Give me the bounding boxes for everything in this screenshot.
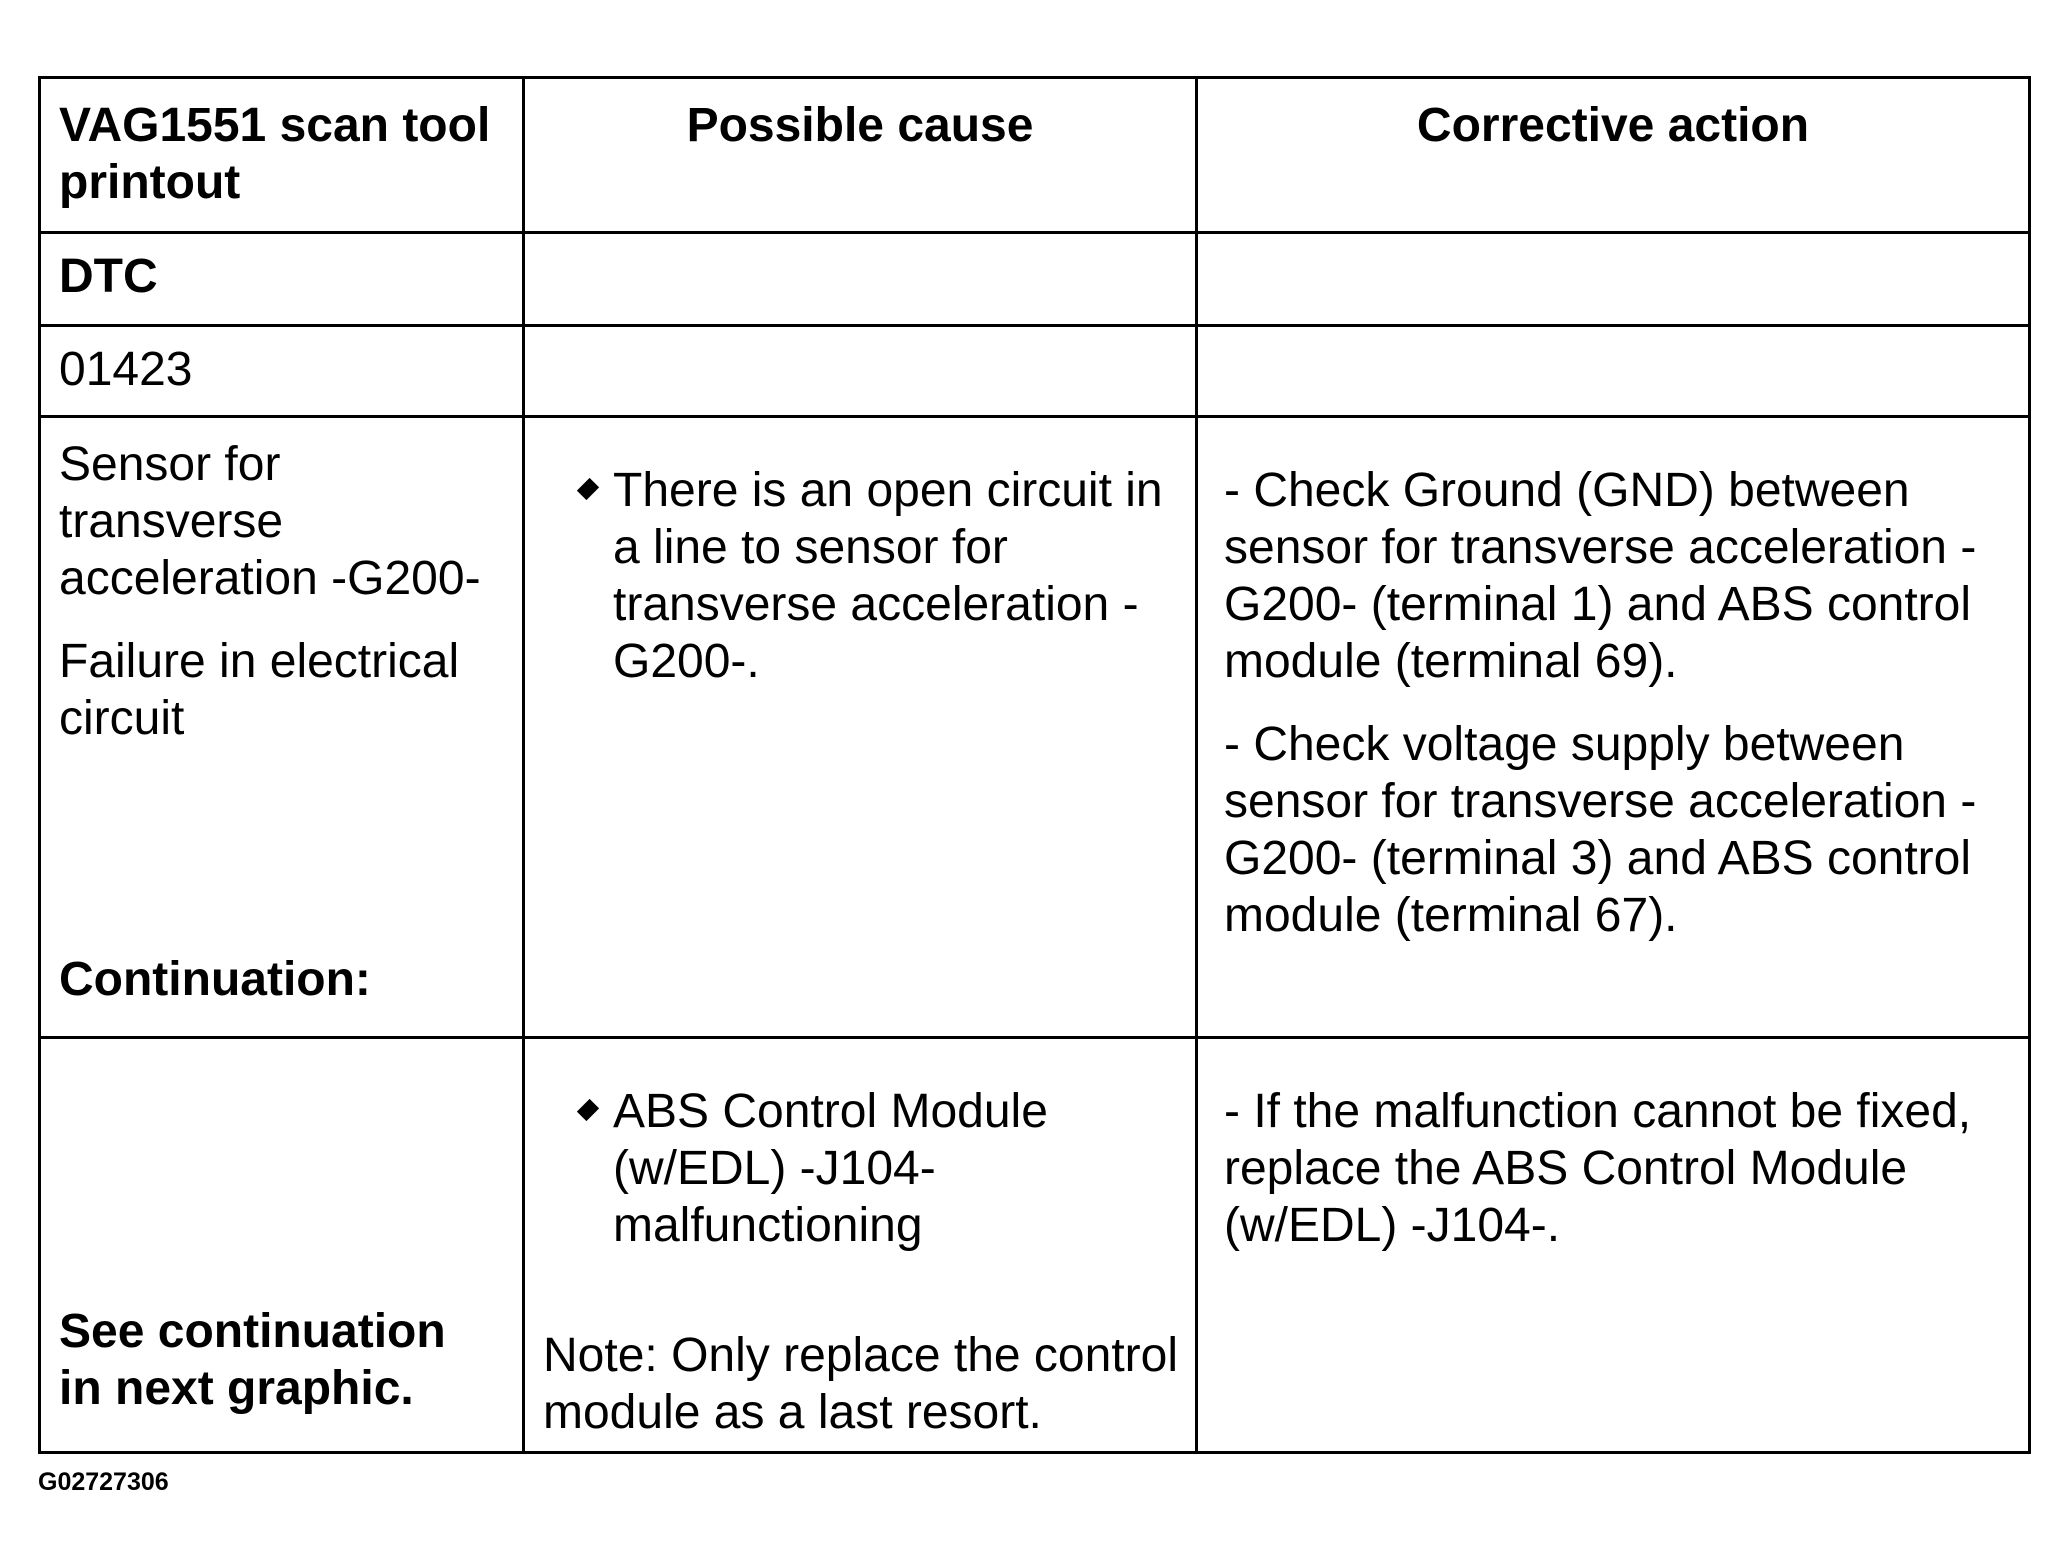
cause-note: Note: Only replace the control module as a last resort. [543, 1329, 1178, 1439]
dtc-code-row [40, 326, 2030, 417]
cause-item [543, 462, 1177, 690]
header-corrective-action: Corrective action [1416, 99, 1810, 152]
empty-cell [525, 327, 1195, 415]
cause-text: ABS Control Module (w/EDL) -J104- malfunctioning [613, 1085, 1048, 1252]
empty-cell [525, 234, 1195, 324]
fault-description: Sensor for transverse acceleration -G200- [59, 438, 481, 605]
figure-id: G02727306 [38, 1468, 169, 1496]
printout-cell [41, 418, 522, 1036]
corrective-action-cell [1198, 1039, 2028, 1451]
dtc-label: DTC [59, 250, 158, 303]
action-check-voltage: - Check voltage supply between sensor for transverse acceleration -G200- (terminal 3) and ABS control module (terminal 67). [1224, 718, 1977, 942]
dtc-label-row [40, 233, 2030, 326]
dtc-code: 01423 [59, 343, 193, 396]
fault-row [40, 417, 2030, 1038]
fault-type: Failure in electrical circuit [59, 635, 460, 745]
possible-cause-cell [525, 1039, 1195, 1451]
empty-cell [1198, 234, 2028, 324]
empty-cell [1198, 327, 2028, 415]
corrective-action-cell [1198, 418, 2028, 1036]
diamond-bullet-icon [577, 478, 599, 500]
see-continuation-note: See continuation in next graphic. [59, 1305, 446, 1415]
continuation-label: Continuation: [59, 953, 371, 1006]
module-row [40, 1038, 2030, 1453]
diamond-bullet-icon [577, 1099, 599, 1121]
diagnostic-table [38, 76, 2031, 1454]
cause-item [543, 1083, 1177, 1254]
printout-cell [41, 1039, 522, 1451]
possible-cause-cell [525, 418, 1195, 1036]
header-possible-cause: Possible cause [686, 99, 1034, 152]
header-row [40, 78, 2030, 233]
action-check-ground: - Check Ground (GND) between sensor for transverse acceleration -G200- (terminal 1) and ABS control module (terminal 69). [1224, 464, 1977, 688]
header-printout: VAG1551 scan tool printout [59, 99, 491, 209]
cause-text: There is an open circuit in a line to sensor for transverse acceleration -G200-. [613, 464, 1163, 688]
action-replace-module: - If the malfunction cannot be fixed, replace the ABS Control Module (w/EDL) -J104-. [1224, 1085, 1972, 1252]
